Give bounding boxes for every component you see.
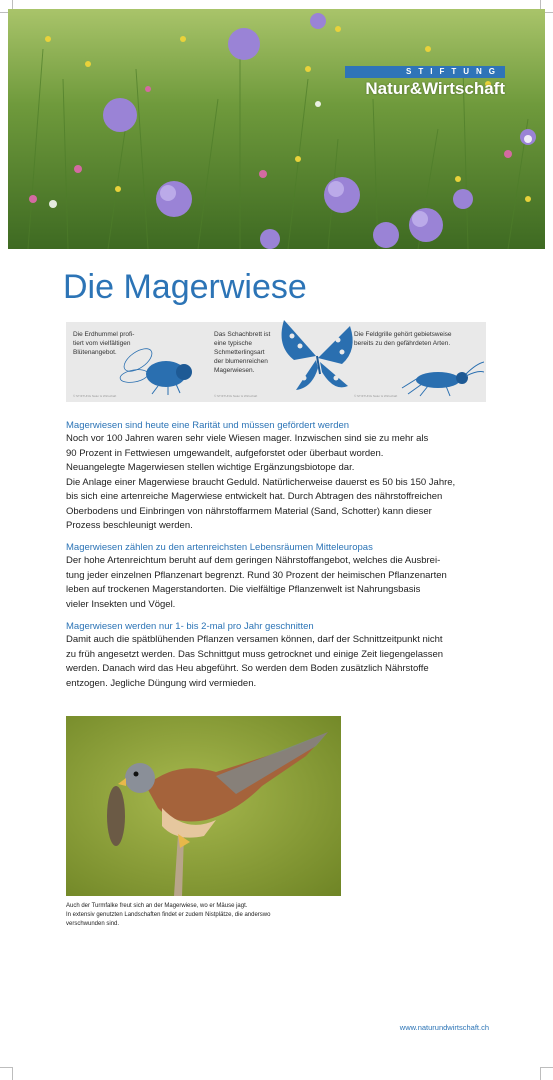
illustration-caption: Das Schachbrett ist eine typische Schmetterlingsart der blumenreichen Magerwiesen. (214, 331, 271, 374)
bumblebee-icon (118, 336, 194, 396)
kestrel-photo (66, 716, 341, 896)
section-body: Damit auch die spätblühenden Pflanzen versamen können, darf der Schnittzeitpunkt nicht zu früh angesetzt werden. Das Schnittgut muss getrocknet und einige Zeit liegengelassen werden. Danach wird das Heu abgeführt. So werden dem Boden zusätzlich Nährstoffe entzogen. Jegliche Düngung wird vermieden. (66, 634, 444, 689)
page-title: Die Magerwiese (63, 268, 307, 306)
illustration-panel-butterfly (206, 322, 346, 402)
illustration-caption: Die Feldgrille gehört gebietsweise bereits zu den gefährdeten Arten. (354, 331, 452, 347)
illustration-caption: Die Erdhummel profi- tiert vom vielfältigen Blütenangebot. (73, 331, 135, 356)
section-body: Der hohe Artenreichtum beruht auf dem geringen Nährstoffangebot, welches die Ausbrei- tung jeder einzelnen Pflanzenart begrenzt. Rund 30 Prozent der heimischen Pflanzenarten leben auf trockenen Magerstandorten. Die vielfältige Pflanzenwelt ist Nahrungsbasis vieler Insekten und Vögel. (66, 555, 447, 610)
crop-mark (0, 1067, 13, 1080)
photo-caption (66, 902, 336, 929)
illustration-panel-bumblebee (66, 322, 206, 402)
illustration-credit: © STIFTUNG Natur & Wirtschaft (214, 394, 258, 398)
section-body: Noch vor 100 Jahren waren sehr viele Wiesen mager. Inzwischen sind sie zu mehr als 90 Prozent in Fettwiesen umgewandelt, aufgeforstet oder überbaut worden. Neuangelegte Magerwiesen stellen wichtige Ergänzungsbiotope dar. Die Anlage einer Magerwiese braucht Geduld. Natürlicherweise dauerst es 50 bis 150 Jahre, bis sich eine artenreiche Magerwiese entwickelt hat. Durch Abtragen des nährstoffreichen Oberbodens und Einbringen von nährstoffarmem Material (Sand, Schotter) kann dieser Prozess beschleunigt werden. (66, 433, 456, 531)
illustration-strip (66, 322, 486, 402)
illustration-credit: © STIFTUNG Natur & Wirtschaft (354, 394, 398, 398)
hero-meadow-photo (8, 9, 545, 249)
section-heading: Magerwiesen zählen zu den artenreichsten Lebensräumen Mitteleuropas (66, 542, 373, 553)
illustration-panel-cricket (346, 322, 486, 402)
section-rarity (66, 419, 455, 534)
section-mowing (66, 620, 443, 691)
brand-line2: Natur&Wirtschaft (365, 79, 505, 98)
brand-logo (345, 66, 505, 99)
caption-line: In extensiv genutzten Landschaften findet er zudem Nistplätze, die anderswo (66, 912, 271, 918)
crop-mark (540, 1067, 553, 1080)
caption-line: Auch der Turmfalke freut sich an der Magerwiese, wo er Mäuse jagt. (66, 903, 248, 909)
cricket-icon (398, 358, 484, 398)
illustration-credit: © STIFTUNG Natur & Wirtschaft (73, 394, 117, 398)
section-heading: Magerwiesen sind heute eine Rarität und müssen gefördert werden (66, 420, 350, 431)
section-heading: Magerwiesen werden nur 1- bis 2-mal pro Jahr geschnitten (66, 621, 314, 632)
caption-line: verschwunden sind. (66, 921, 120, 927)
section-biodiversity (66, 541, 447, 612)
footer-website-link[interactable]: www.naturundwirtschaft.ch (399, 1023, 489, 1032)
brand-line1: STIFTUNG (345, 66, 505, 78)
